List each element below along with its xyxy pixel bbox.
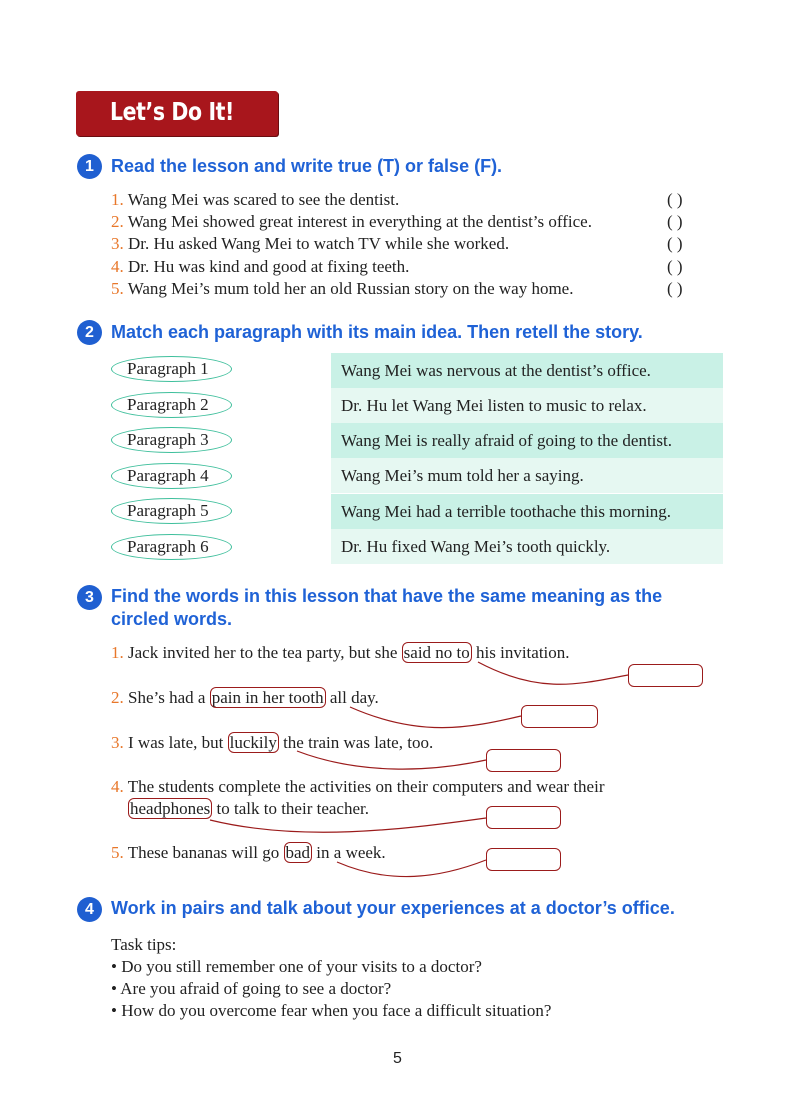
tf-answer-2[interactable]: ( ) xyxy=(667,212,683,231)
main-idea-6[interactable]: Dr. Hu fixed Wang Mei’s tooth quickly. xyxy=(331,529,723,564)
tf-answer-5[interactable]: ( ) xyxy=(667,279,683,298)
answer-box-3[interactable] xyxy=(486,749,561,772)
task-tip-2: • Are you afraid of going to see a doctor? xyxy=(111,979,392,998)
tf-item-4: 4. Dr. Hu was kind and good at fixing teeth. xyxy=(111,257,410,276)
task-tip-1: • Do you still remember one of your visits to a doctor? xyxy=(111,957,482,976)
banner-title: Let’s Do It! xyxy=(110,97,234,126)
section-2-heading: Match each paragraph with its main idea. Then retell the story. xyxy=(111,322,643,342)
task-tip-3: • How do you overcome fear when you face a difficult situation? xyxy=(111,1001,552,1020)
main-idea-3[interactable]: Wang Mei is really afraid of going to the dentist. xyxy=(331,423,723,458)
paragraph-label-3: Paragraph 3 xyxy=(127,430,209,449)
tf-item-1: 1. Wang Mei was scared to see the dentist. xyxy=(111,190,400,209)
task-tips-label: Task tips: xyxy=(111,935,177,954)
answer-box-4[interactable] xyxy=(486,806,561,829)
answer-box-2[interactable] xyxy=(521,705,598,728)
synonym-item-4-line1: 4. The students complete the activities on their computers and wear their xyxy=(111,777,605,796)
section-4-number-icon: 4 xyxy=(77,897,102,922)
section-3-number-icon: 3 xyxy=(77,585,102,610)
paragraph-label-2: Paragraph 2 xyxy=(127,395,209,414)
page-number: 5 xyxy=(393,1050,402,1067)
tf-answer-1[interactable]: ( ) xyxy=(667,190,683,209)
tf-item-5: 5. Wang Mei’s mum told her an old Russian story on the way home. xyxy=(111,279,574,298)
paragraph-label-6: Paragraph 6 xyxy=(127,537,209,556)
paragraph-label-1: Paragraph 1 xyxy=(127,359,209,378)
circled-word-5: bad xyxy=(285,843,311,862)
circled-word-2: pain in her tooth xyxy=(211,688,324,707)
section-4-heading: Work in pairs and talk about your experiences at a doctor’s office. xyxy=(111,898,675,918)
tf-answer-4[interactable]: ( ) xyxy=(667,257,683,276)
main-idea-5[interactable]: Wang Mei had a terrible toothache this morning. xyxy=(331,494,723,529)
synonym-item-4-line2: headphones to talk to their teacher. xyxy=(130,799,369,818)
circled-word-3: luckily xyxy=(229,733,277,752)
synonym-item-1: 1. Jack invited her to the tea party, but she said no to his invitation. xyxy=(111,643,570,662)
tf-item-3: 3. Dr. Hu asked Wang Mei to watch TV while she worked. xyxy=(111,234,510,253)
tf-answer-3[interactable]: ( ) xyxy=(667,234,683,253)
synonym-item-5: 5. These bananas will go bad in a week. xyxy=(111,843,386,862)
answer-box-1[interactable] xyxy=(628,664,703,687)
main-idea-2[interactable]: Dr. Hu let Wang Mei listen to music to relax. xyxy=(331,388,723,423)
paragraph-label-4: Paragraph 4 xyxy=(127,466,209,485)
section-2-number-icon: 2 xyxy=(77,320,102,345)
synonym-item-3: 3. I was late, but luckily the train was late, too. xyxy=(111,733,434,752)
paragraph-label-5: Paragraph 5 xyxy=(127,501,209,520)
section-3-heading-line2: circled words. xyxy=(111,609,233,629)
section-3-heading-line1: Find the words in this lesson that have the same meaning as the xyxy=(111,586,663,606)
circled-word-4: headphones xyxy=(130,799,211,818)
main-idea-1[interactable]: Wang Mei was nervous at the dentist’s office. xyxy=(331,353,723,388)
section-1-heading: Read the lesson and write true (T) or false (F). xyxy=(111,156,503,176)
synonym-item-2: 2. She’s had a pain in her tooth all day. xyxy=(111,688,379,707)
section-1-number-icon: 1 xyxy=(77,154,102,179)
circled-word-1: said no to xyxy=(403,643,470,662)
answer-box-5[interactable] xyxy=(486,848,561,871)
tf-item-2: 2. Wang Mei showed great interest in everything at the dentist’s office. xyxy=(111,212,592,231)
main-idea-4[interactable]: Wang Mei’s mum told her a saying. xyxy=(331,458,723,493)
